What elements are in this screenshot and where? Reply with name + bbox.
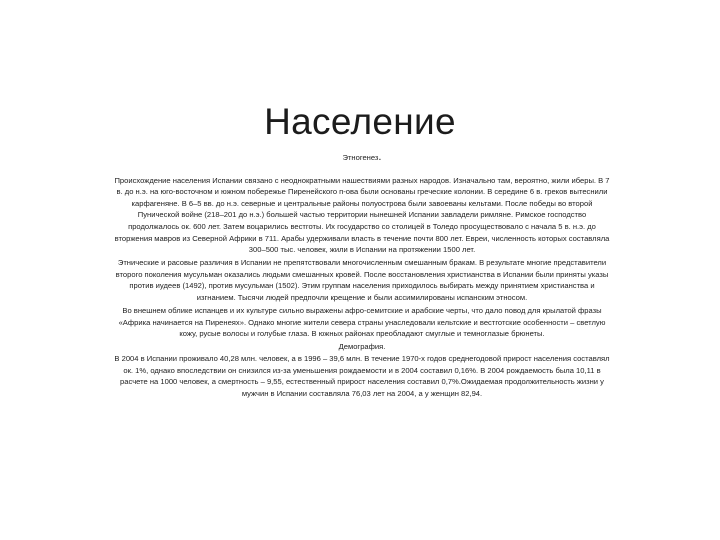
ethnogenesis-heading bbox=[112, 152, 612, 164]
demography-heading bbox=[112, 341, 612, 353]
paragraph-mixed-marriages: Этнические и расовые различия в Испании не препятствовали многочисленным смешанным бракам. В результате многие представители второго поколения мусульман оказались людьми смешанных кровей. После восстановления христианства в Испании были приняты указы против иудеев (1492), против мусульман (1502). Этим группам населения приходилось выбирать между принятием христианства и изгнанием. Тысячи людей предпочли крещение и были ассимилированы испанским этносом. bbox=[115, 258, 609, 303]
heading-period: . bbox=[378, 151, 382, 163]
paragraph-demography: В 2004 в Испании проживало 40,28 млн. человек, а в 1996 – 39,6 млн. В течение 1970-х годов среднегодовой прирост населения составлял ок. 1%, однако впоследствии он снизился из-за уменьшения рождаемости и в 2004 составил 0,16%. В 2004 рождаемость была 10,11 в расчете на 1000 человек, а смертность – 9,55, естественный прирост населения составил 0,7%.Ожидаемая продолжительность жизни у мужчин в Испании составляла 76,03 лет на 2004, а у женщин 82,94. bbox=[114, 354, 610, 398]
slide-title: Население bbox=[264, 100, 456, 142]
paragraph-appearance: Во внешнем облике испанцев и их культуре сильно выражены афро-семитские и арабские черты, что дало повод для крылатой фразы «Африка начинается на Пиренеях». Однако многие жители севера страны унаследовали кельтские и вестготские особенности – светлую кожу, русые волосы и голубые глаза. В южных районах преобладают смуглые и темноглазые брюнеты. bbox=[118, 306, 606, 339]
heading-period: . bbox=[383, 342, 386, 352]
slide-body bbox=[112, 152, 612, 401]
paragraph-origins: Происхождение населения Испании связано с неоднократными нашествиями разных народов. Изначально там, вероятно, жили иберы. В 7 в. до н.э. на юго-восточном и южном побережье Пиренейского п-ова были основаны греческие колонии. В середине 6 в. греков вытеснили карфагеняне. В 6–5 вв. до н.э. северные и центральные районы полуострова были завоеваны кельтами. После победы во второй Пунической войне (218–201 до н.э.) большей частью территории нынешней Испании завладели римляне. Римское господство продолжалось ок. 600 лет. Затем воцарились вестготы. Их государство со столицей в Толедо просуществовало с начала 5 в. н.э. до вторжения мавров из Северной Африки в 711. Арабы удерживали власть в течение почти 800 лет. Евреи, численность которых составляла 300–500 тыс. человек, жили в Испании на протяжении 1500 лет. bbox=[114, 175, 610, 255]
ethnogenesis-heading-text: Этногенез bbox=[342, 153, 379, 162]
demography-heading-text: Демография bbox=[338, 342, 384, 352]
